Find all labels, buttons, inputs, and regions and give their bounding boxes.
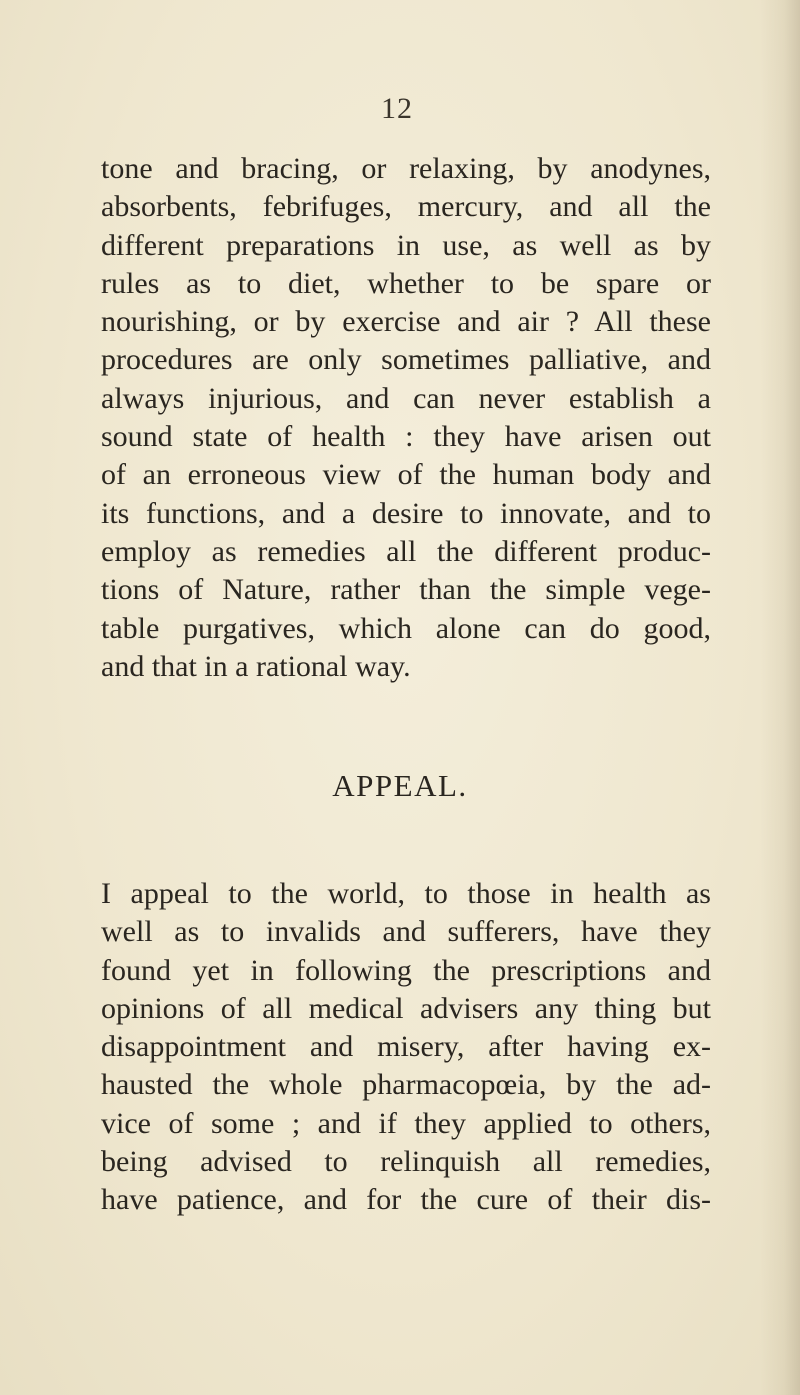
text-line: its functions, and a desire to innovate, and to — [101, 496, 711, 530]
text-line: have patience, and for the cure of their dis- — [101, 1183, 711, 1217]
text-line: absorbents, febrifuges, mercury, and all the — [101, 190, 711, 224]
text-line: employ as remedies all the different produc- — [101, 534, 711, 568]
text-line: of an erroneous view of the human body and — [101, 458, 711, 492]
text-line: procedures are only sometimes palliative, and — [101, 343, 711, 377]
text-line: always injurious, and can never establish a — [101, 381, 711, 415]
paragraph-continued — [101, 150, 711, 686]
text-line: tone and bracing, or relaxing, by anodynes, — [101, 152, 711, 185]
text-line: and that in a rational way. — [101, 649, 411, 683]
text-line: vice of some ; and if they applied to others, — [101, 1106, 711, 1140]
text-line: well as to invalids and sufferers, have they — [101, 915, 711, 949]
text-line: different preparations in use, as well as by — [101, 228, 711, 262]
text-line: rules as to diet, whether to be spare or — [101, 266, 711, 300]
text-line: I appeal to the world, to those in health as — [101, 877, 711, 910]
section-heading: APPEAL. — [332, 768, 468, 803]
text-line: tions of Nature, rather than the simple vege- — [101, 573, 711, 607]
text-line: sound state of health : they have arisen out — [101, 420, 711, 454]
text-line: being advised to relinquish all remedies, — [101, 1145, 711, 1179]
appeal-paragraph — [101, 875, 711, 1220]
text-line: disappointment and misery, after having ex- — [101, 1030, 711, 1064]
text-line: nourishing, or by exercise and air ? All these — [101, 305, 711, 339]
text-line: found yet in following the prescriptions and — [101, 953, 711, 987]
page-number: 12 — [381, 92, 413, 125]
page-edge-shadow — [760, 0, 800, 1395]
text-line: hausted the whole pharmacopœia, by the ad- — [101, 1068, 711, 1102]
text-line: table purgatives, which alone can do good, — [101, 611, 711, 645]
text-line: opinions of all medical advisers any thing but — [101, 991, 711, 1025]
